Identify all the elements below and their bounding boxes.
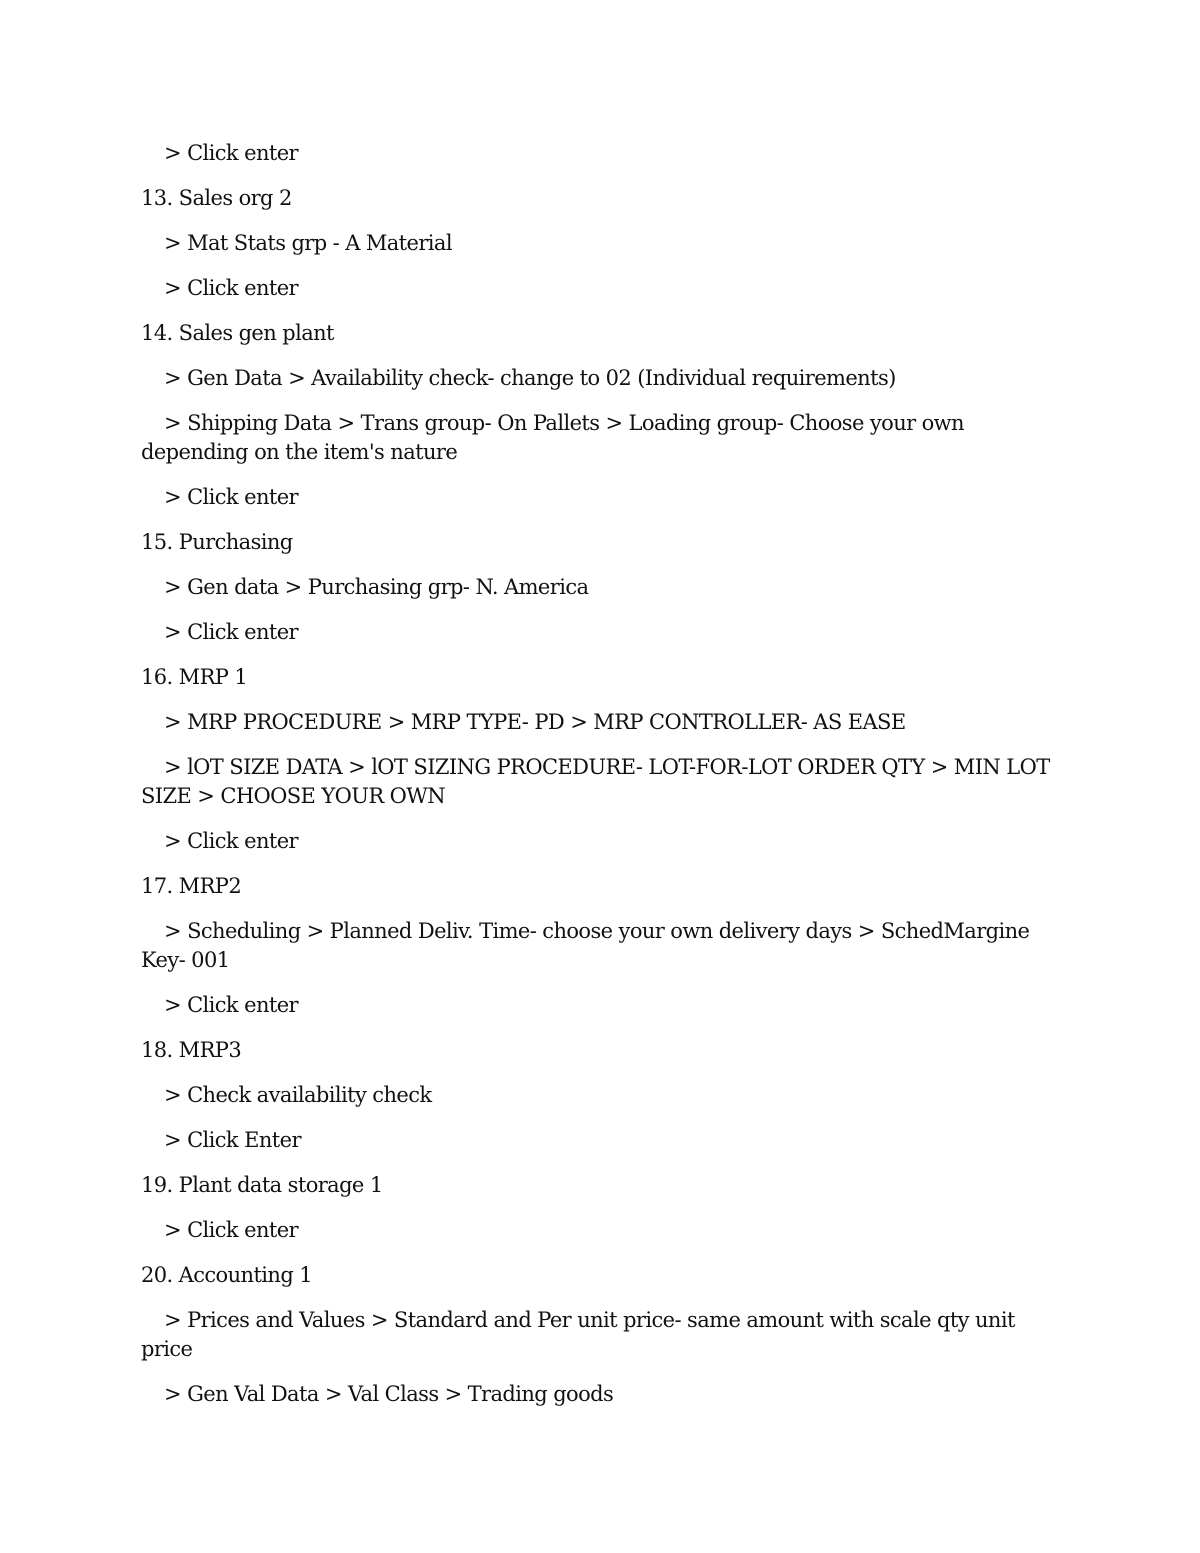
step-heading: 19. Plant data storage 1 xyxy=(141,1173,383,1197)
step-line: > Gen Data > Availability check- change to 02 (Individual requirements) xyxy=(164,366,896,390)
step-heading: 18. MRP3 xyxy=(141,1038,242,1062)
step-line: > Shipping Data > Trans group- On Pallets > Loading group- Choose your own depending on the item's nature xyxy=(141,411,964,464)
step-heading: 17. MRP2 xyxy=(141,874,242,898)
step-heading: 13. Sales org 2 xyxy=(141,186,292,210)
step-heading: 14. Sales gen plant xyxy=(141,321,334,345)
step-heading: 20. Accounting 1 xyxy=(141,1263,313,1287)
step-line: > Click enter xyxy=(164,993,298,1017)
step-line: > Mat Stats grp - A Material xyxy=(164,231,452,255)
step-line: > Prices and Values > Standard and Per unit price- same amount with scale qty unit price xyxy=(141,1308,1015,1361)
step-line: > Scheduling > Planned Deliv. Time- choose your own delivery days > SchedMargine Key- 001 xyxy=(141,919,1030,972)
step-heading: 16. MRP 1 xyxy=(141,665,248,689)
step-line: > Click enter xyxy=(164,276,298,300)
step-line: > Click enter xyxy=(164,829,298,853)
step-line: > Gen Val Data > Val Class > Trading goods xyxy=(164,1382,614,1406)
step-line: > Click enter xyxy=(164,620,298,644)
step-heading: 15. Purchasing xyxy=(141,530,293,554)
step-line: > Click enter xyxy=(164,141,298,165)
step-line: > Check availability check xyxy=(164,1083,432,1107)
step-line: > Gen data > Purchasing grp- N. America xyxy=(164,575,589,599)
step-line: > Click enter xyxy=(164,1218,298,1242)
step-line: > lOT SIZE DATA > lOT SIZING PROCEDURE- LOT-FOR-LOT ORDER QTY > MIN LOT SIZE > CHOOSE YOUR OWN xyxy=(141,755,1050,808)
step-line: > MRP PROCEDURE > MRP TYPE- PD > MRP CONTROLLER- AS EASE xyxy=(164,710,906,734)
step-line: > Click Enter xyxy=(164,1128,301,1152)
document-page xyxy=(141,139,1071,1425)
step-line: > Click enter xyxy=(164,485,298,509)
